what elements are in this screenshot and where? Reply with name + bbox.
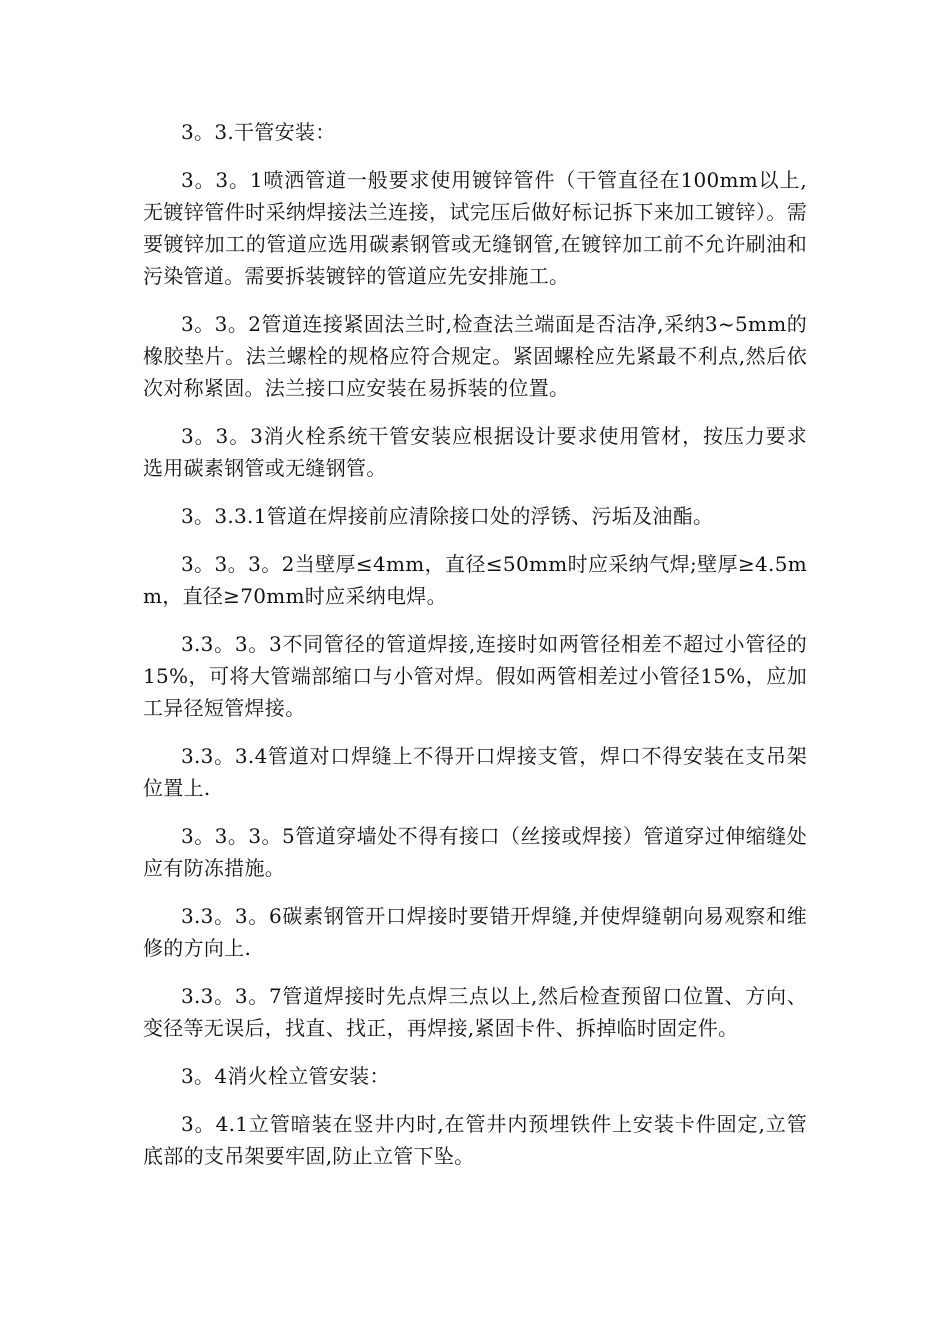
paragraph-3-3-3: 3。3。3消火栓系统干管安装应根据设计要求使用管材，按压力要求选用碳素钢管或无缝钢管。: [143, 424, 807, 480]
paragraph-3-3-3-1: 3。3.3.1管道在焊接前应清除接口处的浮锈、污垢及油酯。: [181, 504, 714, 528]
paragraph-3-3-1: 3。3。1喷洒管道一般要求使用镀锌管件（干管直径在100mm以上,无镀锌管件时采纳焊接法兰连接，试完压后做好标记拆下来加工镀锌）。需要镀锌加工的管道应选用碳素钢管或无缝钢管,在镀锌加工前不允许刷油和污染管道。需要拆装镀锌的管道应先安排施工。: [143, 168, 807, 288]
paragraph-3-3-3-5: 3。3。3。5管道穿墙处不得有接口（丝接或焊接）管道穿过伸缩缝处应有防冻措施。: [143, 824, 807, 880]
paragraph-3-3-3-7: 3.3。3。7管道焊接时先点焊三点以上,然后检查预留口位置、方向、变径等无误后，找直、找正，再焊接,紧固卡件、拆掉临时固定件。: [143, 984, 807, 1040]
section-heading-3-3: 3。3.干管安装：: [181, 120, 336, 144]
paragraph-3-4-1: 3。4.1立管暗装在竖井内时,在管井内预埋铁件上安装卡件固定,立管底部的支吊架要牢固,防止立管下坠。: [143, 1112, 807, 1168]
paragraph-3-3-2: 3。3。2管道连接紧固法兰时,检查法兰端面是否洁净,采纳3~5mm的橡胶垫片。法兰螺栓的规格应符合规定。紧固螺栓应先紧最不利点,然后依次对称紧固。法兰接口应安装在易拆装的位置。: [143, 312, 807, 400]
document-body: [143, 116, 807, 1188]
paragraph-3-3-3-2: 3。3。3。2当壁厚≤4mm，直径≤50mm时应采纳气焊;壁厚≥4.5mm，直径≥70mm时应采纳电焊。: [143, 552, 807, 608]
paragraph-3-3-3-6: 3.3。3。6碳素钢管开口焊接时要错开焊缝,并使焊缝朝向易观察和维修的方向上.: [143, 904, 807, 960]
paragraph-3-3-3-3: 3.3。3。3不同管径的管道焊接,连接时如两管径相差不超过小管径的15%，可将大管端部缩口与小管对焊。假如两管相差过小管径15%，应加工异径短管焊接。: [143, 632, 807, 720]
paragraph-3-3-3-4: 3.3。3.4管道对口焊缝上不得开口焊接支管，焊口不得安装在支吊架位置上.: [143, 744, 807, 800]
section-heading-3-4: 3。4消火栓立管安装：: [181, 1064, 390, 1088]
